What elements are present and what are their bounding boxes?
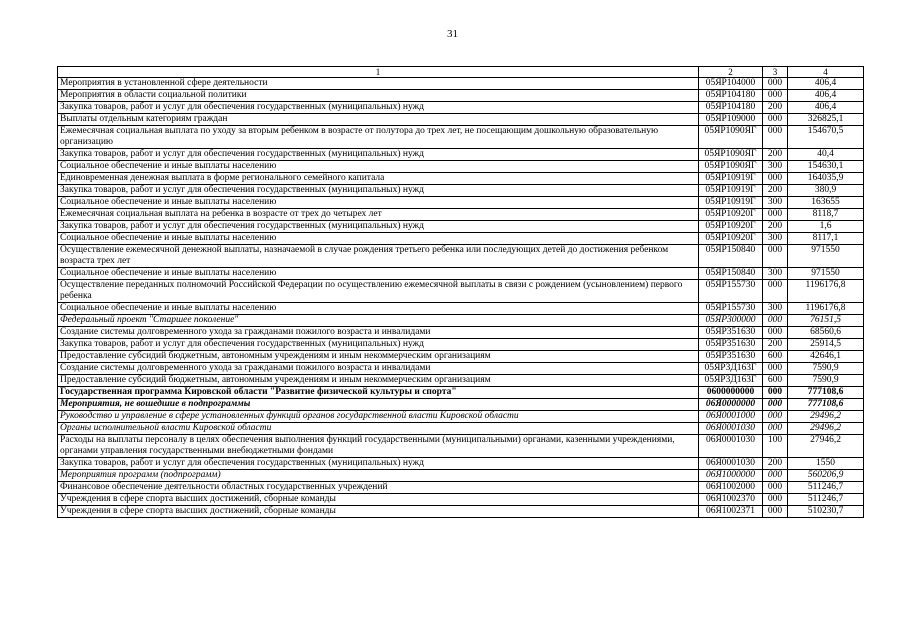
table-row: [58, 114, 864, 126]
row-code-cell: 06Я1002000: [699, 482, 763, 494]
row-code-cell: 05ЯР3Д163Г: [699, 363, 763, 375]
row-code-cell: 05ЯР10919Г: [699, 173, 763, 185]
row-amount-cell: 406,4: [788, 90, 864, 102]
table-row: [58, 245, 864, 268]
row-name-cell: Органы исполнительной власти Кировской области: [58, 423, 699, 435]
row-name-cell: Осуществление ежемесячной денежной выплаты, назначаемой в случае рождения третьего ребенка или последующих детей до достижения ребенком возраста трех лет: [58, 245, 699, 268]
table-row: [58, 387, 864, 399]
row-code-cell: 05ЯР351630: [699, 339, 763, 351]
row-amount-cell: 971550: [788, 268, 864, 280]
column-header-amount: 4: [788, 67, 864, 78]
table-row: [58, 482, 864, 494]
row-amount-cell: 76151,5: [788, 315, 864, 327]
row-expense-type-cell: 200: [763, 185, 788, 197]
row-code-cell: 05ЯР150840: [699, 268, 763, 280]
row-amount-cell: 1550: [788, 458, 864, 470]
row-amount-cell: 40,4: [788, 149, 864, 161]
row-code-cell: 05ЯР155730: [699, 280, 763, 303]
row-amount-cell: 164035,9: [788, 173, 864, 185]
row-name-cell: Социальное обеспечение и иные выплаты населению: [58, 233, 699, 245]
column-header-code: 2: [699, 67, 763, 78]
table-row: [58, 149, 864, 161]
row-name-cell: Ежемесячная социальная выплата на ребенка в возрасте от трех до четырех лет: [58, 209, 699, 221]
table-row: [58, 363, 864, 375]
table-header-row: [58, 67, 864, 78]
table-row: [58, 185, 864, 197]
table-row: [58, 399, 864, 411]
table-row: [58, 351, 864, 363]
row-name-cell: Социальное обеспечение и иные выплаты населению: [58, 161, 699, 173]
row-expense-type-cell: 300: [763, 233, 788, 245]
row-code-cell: 05ЯР10920Г: [699, 221, 763, 233]
row-name-cell: Мероприятия программ (подпрограмм): [58, 470, 699, 482]
table-row: [58, 327, 864, 339]
row-amount-cell: 326825,1: [788, 114, 864, 126]
row-code-cell: 06Я1002370: [699, 494, 763, 506]
row-expense-type-cell: 000: [763, 114, 788, 126]
row-expense-type-cell: 200: [763, 458, 788, 470]
row-amount-cell: 971550: [788, 245, 864, 268]
row-amount-cell: 163655: [788, 197, 864, 209]
row-name-cell: Руководство и управление в сфере установленных функций органов государственной власти Кировской области: [58, 411, 699, 423]
row-code-cell: 05ЯР1090ЯГ: [699, 161, 763, 173]
row-expense-type-cell: 000: [763, 482, 788, 494]
table-row: [58, 494, 864, 506]
table-row: [58, 506, 864, 518]
row-amount-cell: 1196176,8: [788, 303, 864, 315]
table-row: [58, 339, 864, 351]
column-header-name: 1: [58, 67, 699, 78]
row-expense-type-cell: 000: [763, 280, 788, 303]
row-name-cell: Закупка товаров, работ и услуг для обеспечения государственных (муниципальных) нужд: [58, 185, 699, 197]
row-amount-cell: 8118,7: [788, 209, 864, 221]
table-row: [58, 173, 864, 185]
row-expense-type-cell: 300: [763, 161, 788, 173]
table-row: [58, 280, 864, 303]
row-expense-type-cell: 200: [763, 339, 788, 351]
row-name-cell: Создание системы долговременного ухода за гражданами пожилого возраста и инвалидами: [58, 363, 699, 375]
row-amount-cell: 8117,1: [788, 233, 864, 245]
row-amount-cell: 1196176,8: [788, 280, 864, 303]
row-code-cell: 05ЯР351630: [699, 351, 763, 363]
row-name-cell: Учреждения в сфере спорта высших достижений, сборные команды: [58, 506, 699, 518]
row-code-cell: 05ЯР104180: [699, 102, 763, 114]
row-expense-type-cell: 000: [763, 209, 788, 221]
row-name-cell: Социальное обеспечение и иные выплаты населению: [58, 303, 699, 315]
row-code-cell: 06Я0001030: [699, 423, 763, 435]
row-name-cell: Единовременная денежная выплата в форме регионального семейного капитала: [58, 173, 699, 185]
row-name-cell: Ежемесячная социальная выплата по уходу за вторым ребенком в возрасте от полутора до трех лет, не посещающим дошкольную образовательную организацию: [58, 126, 699, 149]
row-code-cell: 05ЯР300000: [699, 315, 763, 327]
row-name-cell: Закупка товаров, работ и услуг для обеспечения государственных (муниципальных) нужд: [58, 458, 699, 470]
row-expense-type-cell: 000: [763, 173, 788, 185]
table-row: [58, 268, 864, 280]
row-code-cell: 05ЯР10919Г: [699, 185, 763, 197]
row-expense-type-cell: 000: [763, 315, 788, 327]
row-expense-type-cell: 100: [763, 435, 788, 458]
row-expense-type-cell: 200: [763, 149, 788, 161]
table-row: [58, 209, 864, 221]
row-amount-cell: 560206,9: [788, 470, 864, 482]
row-amount-cell: 511246,7: [788, 482, 864, 494]
row-name-cell: Мероприятия, не вошедшие в подпрограммы: [58, 399, 699, 411]
row-expense-type-cell: 000: [763, 90, 788, 102]
column-header-expense-type: 3: [763, 67, 788, 78]
row-name-cell: Социальное обеспечение и иные выплаты населению: [58, 268, 699, 280]
row-expense-type-cell: 000: [763, 423, 788, 435]
row-amount-cell: 42646,1: [788, 351, 864, 363]
row-amount-cell: 7590,9: [788, 363, 864, 375]
row-name-cell: Закупка товаров, работ и услуг для обеспечения государственных (муниципальных) нужд: [58, 339, 699, 351]
row-expense-type-cell: 000: [763, 494, 788, 506]
row-code-cell: 06Я0001030: [699, 458, 763, 470]
row-expense-type-cell: 000: [763, 506, 788, 518]
table-row: [58, 197, 864, 209]
row-code-cell: 06Я1000000: [699, 470, 763, 482]
table-row: [58, 470, 864, 482]
table-row: [58, 221, 864, 233]
row-amount-cell: 154670,5: [788, 126, 864, 149]
row-amount-cell: 511246,7: [788, 494, 864, 506]
row-code-cell: 05ЯР109000: [699, 114, 763, 126]
row-amount-cell: 380,9: [788, 185, 864, 197]
row-code-cell: 05ЯР104180: [699, 90, 763, 102]
table-row: [58, 458, 864, 470]
row-amount-cell: 406,4: [788, 78, 864, 90]
row-code-cell: 06Я0001000: [699, 411, 763, 423]
row-name-cell: Федеральный проект "Старшее поколение": [58, 315, 699, 327]
row-name-cell: Закупка товаров, работ и услуг для обеспечения государственных (муниципальных) нужд: [58, 221, 699, 233]
row-expense-type-cell: 000: [763, 327, 788, 339]
row-expense-type-cell: 200: [763, 221, 788, 233]
row-code-cell: 05ЯР10920Г: [699, 209, 763, 221]
table-row: [58, 102, 864, 114]
row-code-cell: 05ЯР104000: [699, 78, 763, 90]
row-code-cell: 05ЯР10919Г: [699, 197, 763, 209]
row-expense-type-cell: 000: [763, 470, 788, 482]
row-amount-cell: 154630,1: [788, 161, 864, 173]
row-code-cell: 06Я0000000: [699, 399, 763, 411]
table-row: [58, 435, 864, 458]
row-code-cell: 0600000000: [699, 387, 763, 399]
row-name-cell: Предоставление субсидий бюджетным, автономным учреждениям и иным некоммерческим организациям: [58, 351, 699, 363]
row-amount-cell: 1,6: [788, 221, 864, 233]
row-amount-cell: 25914,5: [788, 339, 864, 351]
table-row: [58, 375, 864, 387]
row-expense-type-cell: 000: [763, 363, 788, 375]
row-amount-cell: 29496,2: [788, 411, 864, 423]
row-expense-type-cell: 600: [763, 351, 788, 363]
row-expense-type-cell: 000: [763, 126, 788, 149]
row-name-cell: Предоставление субсидий бюджетным, автономным учреждениям и иным некоммерческим организациям: [58, 375, 699, 387]
table-row: [58, 78, 864, 90]
row-code-cell: 05ЯР150840: [699, 245, 763, 268]
row-code-cell: 05ЯР10920Г: [699, 233, 763, 245]
row-name-cell: Создание системы долговременного ухода за гражданами пожилого возраста и инвалидами: [58, 327, 699, 339]
row-name-cell: Социальное обеспечение и иные выплаты населению: [58, 197, 699, 209]
row-amount-cell: 29496,2: [788, 423, 864, 435]
row-amount-cell: 406,4: [788, 102, 864, 114]
row-expense-type-cell: 000: [763, 411, 788, 423]
row-expense-type-cell: 300: [763, 268, 788, 280]
row-code-cell: 05ЯР1090ЯГ: [699, 126, 763, 149]
table-body: [58, 78, 864, 518]
row-expense-type-cell: 300: [763, 197, 788, 209]
table-row: [58, 411, 864, 423]
budget-table: [57, 66, 864, 518]
table-row: [58, 161, 864, 173]
table-row: [58, 233, 864, 245]
row-code-cell: 05ЯР155730: [699, 303, 763, 315]
table-row: [58, 423, 864, 435]
row-name-cell: Закупка товаров, работ и услуг для обеспечения государственных (муниципальных) нужд: [58, 149, 699, 161]
row-name-cell: Расходы на выплаты персоналу в целях обеспечения выполнения функций государственными (муниципальными) органами, казенными учреждениями, органами управления государственными внебюджетными фондами: [58, 435, 699, 458]
table-row: [58, 90, 864, 102]
row-code-cell: 05ЯР1090ЯГ: [699, 149, 763, 161]
row-name-cell: Мероприятия в области социальной политики: [58, 90, 699, 102]
row-name-cell: Государственная программа Кировской области "Развитие физической культуры и спорта": [58, 387, 699, 399]
row-expense-type-cell: 300: [763, 303, 788, 315]
row-expense-type-cell: 000: [763, 387, 788, 399]
row-expense-type-cell: 000: [763, 245, 788, 268]
row-amount-cell: 27946,2: [788, 435, 864, 458]
row-amount-cell: 68560,6: [788, 327, 864, 339]
table-row: [58, 315, 864, 327]
row-name-cell: Закупка товаров, работ и услуг для обеспечения государственных (муниципальных) нужд: [58, 102, 699, 114]
row-name-cell: Учреждения в сфере спорта высших достижений, сборные команды: [58, 494, 699, 506]
row-code-cell: 05ЯР3Д163Г: [699, 375, 763, 387]
row-code-cell: 05ЯР351630: [699, 327, 763, 339]
row-amount-cell: 510230,7: [788, 506, 864, 518]
table-row: [58, 126, 864, 149]
row-amount-cell: 777108,6: [788, 399, 864, 411]
row-code-cell: 06Я0001030: [699, 435, 763, 458]
row-code-cell: 06Я1002371: [699, 506, 763, 518]
row-amount-cell: 7590,9: [788, 375, 864, 387]
row-name-cell: Финансовое обеспечение деятельности областных государственных учреждений: [58, 482, 699, 494]
row-expense-type-cell: 600: [763, 375, 788, 387]
row-expense-type-cell: 000: [763, 399, 788, 411]
row-expense-type-cell: 200: [763, 102, 788, 114]
row-expense-type-cell: 000: [763, 78, 788, 90]
row-amount-cell: 777108,6: [788, 387, 864, 399]
page-number: 31: [447, 28, 458, 40]
table-row: [58, 303, 864, 315]
row-name-cell: Мероприятия в установленной сфере деятельности: [58, 78, 699, 90]
row-name-cell: Выплаты отдельным категориям граждан: [58, 114, 699, 126]
row-name-cell: Осуществление переданных полномочий Российской Федерации по осуществлению ежемесячной выплаты в связи с рождением (усыновлением) первого ребенка: [58, 280, 699, 303]
